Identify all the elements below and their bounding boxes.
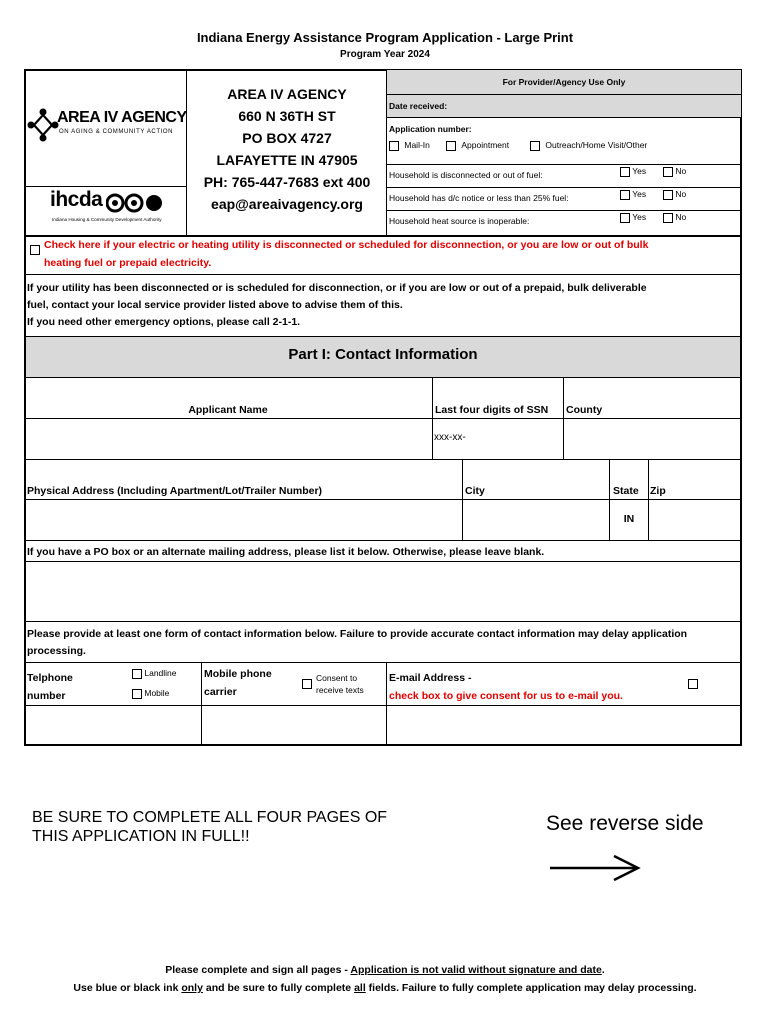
outreach-checkbox[interactable] <box>530 141 540 151</box>
agency-phone: PH: 765-447-7683 ext 400 <box>203 174 371 190</box>
q-disconnected-label: Household is disconnected or out of fuel: <box>389 170 543 180</box>
appointment-label: Appointment <box>461 140 510 150</box>
applicant-name-input[interactable] <box>26 420 430 457</box>
telephone-label-1: Telphone <box>27 672 73 684</box>
ink-note-part-a: Use blue or black ink <box>73 982 182 994</box>
application-number-label: Application number: <box>389 124 472 134</box>
carrier-label-1: Mobile phone <box>204 668 272 680</box>
agency-email: eap@areaivagency.org <box>211 196 363 212</box>
email-input[interactable] <box>388 707 740 743</box>
consent-texts-label-2: receive texts <box>316 685 364 695</box>
form-title: Indiana Energy Assistance Program Application - Large Print <box>196 30 574 45</box>
emergency-info-2: fuel, contact your local service provider listed above to advise them of this. <box>27 299 403 311</box>
physical-address-label: Physical Address (Including Apartment/Lot/Trailer Number) <box>27 485 323 497</box>
consent-texts-label-1: Consent to <box>316 673 358 683</box>
ink-note-part-b: only <box>181 982 203 994</box>
q3-no-checkbox[interactable] <box>663 213 673 223</box>
emergency-info-3: If you need other emergency options, please call 2-1-1. <box>27 316 301 328</box>
q1-yes-label: Yes <box>632 166 647 176</box>
carrier-input[interactable] <box>203 707 385 743</box>
sign-note-part-b: Application is not valid without signature and date <box>350 964 602 976</box>
sign-note-part-a: Please complete and sign all pages - <box>165 964 351 976</box>
disconnect-text-1: Check here if your electric or heating utility is disconnected or scheduled for disconnection, or you are low or out of bulk <box>44 239 649 251</box>
ssn-prefix: xxx-xx- <box>434 432 466 443</box>
state-label: State <box>613 485 639 497</box>
contact-note-2: processing. <box>27 645 86 657</box>
agency-pobox: PO BOX 4727 <box>242 130 332 146</box>
telephone-input[interactable] <box>26 707 200 743</box>
mobile-label: Mobile <box>144 688 170 698</box>
zip-input[interactable] <box>650 501 739 538</box>
appointment-checkbox[interactable] <box>446 141 456 151</box>
city-label: City <box>465 485 485 497</box>
ink-instructions-note <box>0 982 770 994</box>
intake-method-row <box>389 140 430 151</box>
ssn-label: Last four digits of SSN <box>435 404 549 416</box>
agency-name: AREA IV AGENCY <box>227 86 347 102</box>
county-input[interactable] <box>565 420 739 457</box>
arrow-right-icon <box>548 850 644 882</box>
mailing-address-input[interactable] <box>26 563 740 620</box>
q1-yes-checkbox[interactable] <box>620 167 630 177</box>
contact-note-1: Please provide at least one form of contact information below. Failure to provide accurate contact information may delay application <box>27 628 688 640</box>
state-value: IN <box>623 513 635 525</box>
sign-all-pages-note <box>0 964 770 976</box>
mail-in-label: Mail-In <box>404 140 430 150</box>
area-iv-logo-icon <box>27 108 59 142</box>
ihcda-logo-name: ihcda <box>50 188 103 211</box>
see-reverse-side: See reverse side <box>546 812 704 835</box>
ink-note-part-d: all <box>354 982 366 994</box>
q3-yes-label: Yes <box>632 212 647 222</box>
emergency-info-1: If your utility has been disconnected or is scheduled for disconnection, or if you are low or out of a prepaid, bulk deliverable <box>27 282 647 294</box>
area-iv-logo-tagline: ON AGING & COMMUNITY ACTION <box>59 129 174 135</box>
q1-no-label: No <box>675 166 687 176</box>
q-inoperable-label: Household heat source is inoperable: <box>389 216 530 226</box>
mail-in-checkbox[interactable] <box>389 141 399 151</box>
q2-yes-checkbox[interactable] <box>620 190 630 200</box>
sign-note-part-c: . <box>601 964 605 976</box>
ihcda-circles-icon <box>106 193 164 213</box>
area-iv-logo <box>27 106 185 146</box>
complete-all-pages-notice <box>32 808 387 846</box>
q-dc-notice-label: Household has d/c notice or less than 25% fuel: <box>389 193 569 203</box>
outreach-label: Outreach/Home Visit/Other <box>545 140 648 150</box>
date-received-label: Date received: <box>389 101 448 111</box>
ihcda-logo-tagline: Indiana Housing & Community Development Authority <box>52 217 162 222</box>
ssn-input[interactable] <box>470 420 560 457</box>
applicant-name-label: Applicant Name <box>188 404 268 416</box>
landline-label: Landline <box>144 668 177 678</box>
consent-texts-checkbox[interactable] <box>302 679 312 689</box>
telephone-label-2: number <box>27 690 66 702</box>
q3-yes-checkbox[interactable] <box>620 213 630 223</box>
mobile-checkbox[interactable] <box>132 689 142 699</box>
email-consent-text: check box to give consent for us to e-mail you. <box>389 690 623 702</box>
q2-yes-label: Yes <box>632 189 647 199</box>
ihcda-logo <box>50 190 180 230</box>
complete-notice-2: THIS APPLICATION IN FULL!! <box>32 828 250 845</box>
physical-address-input[interactable] <box>26 501 460 538</box>
complete-notice-1: BE SURE TO COMPLETE ALL FOUR PAGES OF <box>32 809 388 826</box>
ink-note-part-c: and be sure to fully complete <box>202 982 355 994</box>
q2-no-checkbox[interactable] <box>663 190 673 200</box>
area-iv-logo-name: AREA IV AGENCY <box>57 109 187 126</box>
provider-header: For Provider/Agency Use Only <box>502 77 626 87</box>
zip-label: Zip <box>650 485 666 497</box>
form-subtitle: Program Year 2024 <box>340 49 430 60</box>
carrier-label-2: carrier <box>204 686 237 698</box>
part1-title: Part I: Contact Information <box>288 346 478 363</box>
email-label: E-mail Address - <box>389 672 472 684</box>
q2-no-label: No <box>675 189 687 199</box>
disconnect-text-2: heating fuel or prepaid electricity. <box>44 257 212 269</box>
city-input[interactable] <box>464 501 607 538</box>
disconnect-checkbox[interactable] <box>30 245 40 255</box>
q1-no-checkbox[interactable] <box>663 167 673 177</box>
agency-city: LAFAYETTE IN 47905 <box>216 152 358 168</box>
po-box-note: If you have a PO box or an alternate mailing address, please list it below. Otherwise, please leave blank. <box>27 546 545 558</box>
agency-street: 660 N 36TH ST <box>238 108 336 124</box>
ink-note-part-e: fields. Failure to fully complete application may delay processing. <box>365 982 697 994</box>
county-label: County <box>566 404 603 416</box>
landline-checkbox[interactable] <box>132 669 142 679</box>
email-consent-checkbox[interactable] <box>688 679 698 689</box>
q3-no-label: No <box>675 212 687 222</box>
